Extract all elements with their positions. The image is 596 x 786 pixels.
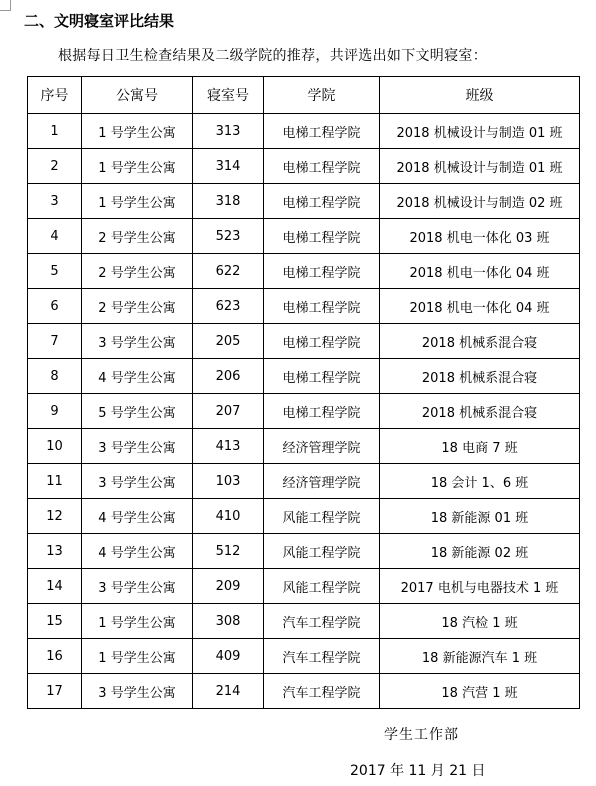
cell-index: 16 — [28, 639, 82, 674]
page-corner-mark — [0, 0, 11, 11]
cell-room: 413 — [193, 429, 264, 464]
header-apartment: 公寓号 — [82, 77, 193, 114]
cell-college: 汽车工程学院 — [264, 639, 380, 674]
cell-class: 18 汽营 1 班 — [380, 674, 580, 709]
table-body — [28, 114, 580, 709]
table-row — [28, 429, 580, 464]
cell-room: 410 — [193, 499, 264, 534]
cell-apartment: 3 号学生公寓 — [82, 464, 193, 499]
cell-class: 2018 机械设计与制造 02 班 — [380, 184, 580, 219]
cell-class: 2018 机械系混合寝 — [380, 359, 580, 394]
cell-college: 电梯工程学院 — [264, 324, 380, 359]
table-row — [28, 639, 580, 674]
cell-room: 623 — [193, 289, 264, 324]
cell-room: 214 — [193, 674, 264, 709]
cell-index: 1 — [28, 114, 82, 149]
cell-college: 电梯工程学院 — [264, 149, 380, 184]
footer-date: 2017 年 11 月 21 日 — [350, 763, 486, 779]
cell-college: 经济管理学院 — [264, 429, 380, 464]
cell-college: 电梯工程学院 — [264, 359, 380, 394]
cell-index: 5 — [28, 254, 82, 289]
table-row — [28, 464, 580, 499]
cell-index: 12 — [28, 499, 82, 534]
cell-apartment: 1 号学生公寓 — [82, 639, 193, 674]
cell-college: 电梯工程学院 — [264, 184, 380, 219]
cell-apartment: 1 号学生公寓 — [82, 149, 193, 184]
cell-index: 11 — [28, 464, 82, 499]
cell-apartment: 3 号学生公寓 — [82, 569, 193, 604]
header-room: 寝室号 — [193, 77, 264, 114]
header-index: 序号 — [28, 77, 82, 114]
cell-college: 经济管理学院 — [264, 464, 380, 499]
table-row — [28, 569, 580, 604]
cell-index: 14 — [28, 569, 82, 604]
cell-college: 汽车工程学院 — [264, 674, 380, 709]
table-row — [28, 359, 580, 394]
cell-college: 电梯工程学院 — [264, 219, 380, 254]
cell-college: 风能工程学院 — [264, 534, 380, 569]
cell-class: 18 新能源 01 班 — [380, 499, 580, 534]
cell-class: 18 汽检 1 班 — [380, 604, 580, 639]
cell-apartment: 5 号学生公寓 — [82, 394, 193, 429]
table-row — [28, 149, 580, 184]
intro-paragraph: 根据每日卫生检查结果及二级学院的推荐，共评选出如下文明寝室： — [58, 48, 487, 64]
cell-apartment: 4 号学生公寓 — [82, 499, 193, 534]
table-row — [28, 289, 580, 324]
cell-apartment: 2 号学生公寓 — [82, 254, 193, 289]
cell-apartment: 2 号学生公寓 — [82, 289, 193, 324]
table-row — [28, 499, 580, 534]
cell-apartment: 3 号学生公寓 — [82, 429, 193, 464]
cell-class: 2018 机械系混合寝 — [380, 324, 580, 359]
cell-apartment: 1 号学生公寓 — [82, 604, 193, 639]
cell-college: 风能工程学院 — [264, 569, 380, 604]
cell-class: 2018 机械系混合寝 — [380, 394, 580, 429]
cell-room: 103 — [193, 464, 264, 499]
cell-room: 622 — [193, 254, 264, 289]
cell-apartment: 3 号学生公寓 — [82, 674, 193, 709]
cell-index: 4 — [28, 219, 82, 254]
header-college: 学院 — [264, 77, 380, 114]
table-row — [28, 254, 580, 289]
cell-index: 10 — [28, 429, 82, 464]
cell-college: 电梯工程学院 — [264, 114, 380, 149]
cell-room: 313 — [193, 114, 264, 149]
table-header-row — [28, 77, 580, 114]
cell-class: 18 电商 7 班 — [380, 429, 580, 464]
cell-index: 7 — [28, 324, 82, 359]
cell-class: 2018 机械设计与制造 01 班 — [380, 114, 580, 149]
cell-room: 206 — [193, 359, 264, 394]
cell-room: 512 — [193, 534, 264, 569]
cell-room: 308 — [193, 604, 264, 639]
cell-index: 8 — [28, 359, 82, 394]
cell-index: 17 — [28, 674, 82, 709]
cell-apartment: 1 号学生公寓 — [82, 114, 193, 149]
table-row — [28, 604, 580, 639]
cell-class: 18 新能源 02 班 — [380, 534, 580, 569]
cell-apartment: 2 号学生公寓 — [82, 219, 193, 254]
cell-class: 18 新能源汽车 1 班 — [380, 639, 580, 674]
cell-index: 2 — [28, 149, 82, 184]
cell-room: 318 — [193, 184, 264, 219]
cell-room: 205 — [193, 324, 264, 359]
cell-index: 6 — [28, 289, 82, 324]
cell-index: 3 — [28, 184, 82, 219]
cell-room: 523 — [193, 219, 264, 254]
table-row — [28, 114, 580, 149]
cell-room: 207 — [193, 394, 264, 429]
dorm-results-table — [27, 76, 580, 709]
cell-class: 2018 机械设计与制造 01 班 — [380, 149, 580, 184]
table-row — [28, 534, 580, 569]
cell-class: 2018 机电一体化 04 班 — [380, 289, 580, 324]
cell-room: 314 — [193, 149, 264, 184]
cell-college: 电梯工程学院 — [264, 394, 380, 429]
cell-college: 汽车工程学院 — [264, 604, 380, 639]
cell-apartment: 4 号学生公寓 — [82, 359, 193, 394]
cell-index: 15 — [28, 604, 82, 639]
cell-class: 18 会计 1、6 班 — [380, 464, 580, 499]
table-row — [28, 674, 580, 709]
header-class: 班级 — [380, 77, 580, 114]
table-row — [28, 324, 580, 359]
section-heading: 二、文明寝室评比结果 — [24, 12, 175, 30]
cell-college: 电梯工程学院 — [264, 289, 380, 324]
cell-room: 209 — [193, 569, 264, 604]
cell-room: 409 — [193, 639, 264, 674]
cell-apartment: 3 号学生公寓 — [82, 324, 193, 359]
cell-college: 风能工程学院 — [264, 499, 380, 534]
cell-class: 2018 机电一体化 04 班 — [380, 254, 580, 289]
table-row — [28, 394, 580, 429]
cell-class: 2017 电机与电器技术 1 班 — [380, 569, 580, 604]
table-row — [28, 184, 580, 219]
cell-class: 2018 机电一体化 03 班 — [380, 219, 580, 254]
cell-college: 电梯工程学院 — [264, 254, 380, 289]
cell-index: 13 — [28, 534, 82, 569]
cell-index: 9 — [28, 394, 82, 429]
cell-apartment: 4 号学生公寓 — [82, 534, 193, 569]
footer-organization: 学生工作部 — [384, 727, 459, 743]
table-row — [28, 219, 580, 254]
cell-apartment: 1 号学生公寓 — [82, 184, 193, 219]
